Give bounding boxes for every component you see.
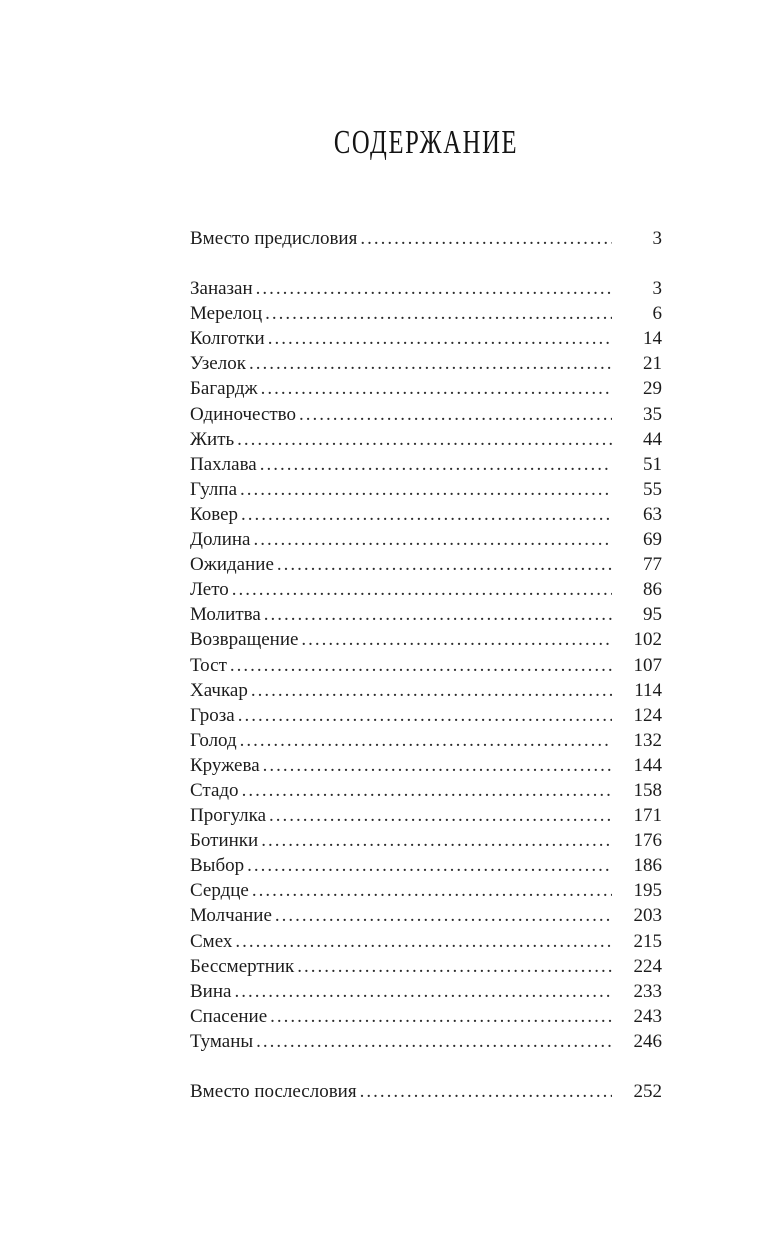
toc-entry-title: Заназан (190, 278, 253, 300)
toc-entry-page: 69 (643, 529, 662, 551)
toc-entry-title: Гулпа (190, 478, 238, 500)
toc-entry (190, 954, 662, 979)
toc-entry (190, 226, 662, 251)
toc-entry (190, 502, 662, 527)
toc-entry (190, 527, 662, 552)
toc-entry (190, 753, 662, 778)
toc-entry-title: Молчание (190, 905, 272, 927)
dot-leader (299, 402, 612, 427)
toc-entry (190, 301, 662, 326)
toc-entry-title: Стадо (190, 779, 239, 801)
toc-entry (190, 577, 662, 602)
toc-entry (190, 803, 662, 828)
dot-leader (256, 276, 612, 301)
dot-leader (265, 301, 612, 326)
toc-entry (190, 929, 662, 954)
toc-entry-page: 243 (633, 1005, 662, 1027)
toc-entry-page: 102 (633, 629, 662, 651)
toc-entry-page: 195 (633, 880, 662, 902)
toc-entry-title: Колготки (190, 328, 265, 350)
toc-entry (190, 903, 662, 928)
toc-entry-page: 203 (633, 905, 662, 927)
dot-leader (261, 376, 612, 401)
toc-entry-title: Багардж (190, 378, 258, 400)
toc-entry-page: 55 (643, 478, 662, 500)
dot-leader (261, 828, 612, 853)
toc-entry-title: Вместо послесловия (190, 1081, 357, 1102)
dot-leader (269, 803, 612, 828)
toc-entry (190, 602, 662, 627)
toc-entry-title: Гроза (190, 704, 235, 726)
dot-leader (251, 678, 612, 703)
dot-leader (301, 627, 612, 652)
toc-entry (190, 778, 662, 803)
dot-leader (230, 653, 612, 678)
toc-entry-page: 246 (633, 1030, 662, 1052)
toc-entry-title: Ботинки (190, 830, 259, 852)
toc-entry-page: 215 (633, 930, 662, 952)
dot-leader (270, 1004, 612, 1029)
toc-entry (190, 703, 662, 728)
toc-entry-page: 124 (633, 704, 662, 726)
toc-entry (190, 627, 662, 652)
toc-entry-page: 14 (643, 328, 662, 350)
dot-leader (260, 452, 612, 477)
toc-entry-page: 95 (643, 604, 662, 626)
toc-entry-page: 144 (633, 754, 662, 776)
toc-entry (190, 552, 662, 577)
toc-entry-page: 44 (643, 428, 662, 450)
toc-entry (190, 427, 662, 452)
toc-entry-title: Голод (190, 729, 237, 751)
toc-entry-page: 51 (643, 453, 662, 475)
toc-entry (190, 276, 662, 301)
toc-entry (190, 326, 662, 351)
dot-leader (277, 552, 612, 577)
toc-entry (190, 878, 662, 903)
dot-leader (360, 226, 612, 251)
toc-entry-title: Бессмертник (190, 955, 295, 977)
dot-leader (240, 477, 612, 502)
dot-leader (252, 878, 612, 903)
toc-entry-page: 35 (643, 403, 662, 425)
toc-entry (190, 376, 662, 401)
dot-leader (238, 703, 612, 728)
toc-entry-title: Молитва (190, 604, 261, 626)
dot-leader (234, 979, 612, 1004)
toc-entry-page: 3 (652, 278, 662, 300)
toc-entry-title: Ковер (190, 503, 239, 525)
toc-section (190, 226, 662, 251)
toc-entry-page: 77 (643, 554, 662, 576)
toc-entry-title: Возвращение (190, 629, 299, 651)
dot-leader (240, 728, 612, 753)
toc-entry-title: Выбор (190, 855, 245, 877)
toc-entry (190, 728, 662, 753)
toc-entry (190, 452, 662, 477)
toc-entry-title: Долина (190, 529, 251, 551)
contents-page (190, 0, 662, 1104)
toc-entry (190, 402, 662, 427)
toc-entry (190, 477, 662, 502)
toc-entry (190, 678, 662, 703)
toc-list (190, 226, 662, 1104)
toc-entry (190, 1079, 662, 1104)
toc-entry-title: Жить (190, 428, 235, 450)
dot-leader (360, 1079, 612, 1104)
toc-entry-title: Сердце (190, 880, 249, 902)
toc-entry-page: 132 (633, 729, 662, 751)
toc-entry-page: 21 (643, 353, 662, 375)
toc-entry-page: 171 (633, 805, 662, 827)
toc-entry-title: Кружева (190, 754, 260, 776)
dot-leader (235, 929, 612, 954)
toc-entry-page: 3 (652, 228, 662, 249)
toc-entry-page: 224 (633, 955, 662, 977)
dot-leader (268, 326, 612, 351)
toc-entry-page: 6 (652, 303, 662, 325)
toc-entry (190, 979, 662, 1004)
toc-entry-page: 63 (643, 503, 662, 525)
toc-entry-title: Прогулка (190, 805, 267, 827)
toc-entry-title: Смех (190, 930, 233, 952)
toc-entry (190, 853, 662, 878)
dot-leader (253, 527, 612, 552)
toc-entry-page: 107 (633, 654, 662, 676)
dot-leader (275, 903, 612, 928)
toc-entry-title: Лето (190, 579, 229, 601)
dot-leader (247, 853, 612, 878)
toc-entry-title: Вместо предисловия (190, 228, 358, 249)
toc-entry-title: Пахлава (190, 453, 257, 475)
dot-leader (232, 577, 612, 602)
toc-entry-title: Одиночество (190, 403, 297, 425)
toc-entry (190, 351, 662, 376)
toc-entry-page: 86 (643, 579, 662, 601)
toc-entry-title: Тост (190, 654, 227, 676)
dot-leader (249, 351, 612, 376)
toc-entry-page: 176 (633, 830, 662, 852)
toc-entry-title: Ожидание (190, 554, 274, 576)
toc-entry-title: Узелок (190, 353, 246, 375)
toc-entry-page: 186 (633, 855, 662, 877)
toc-section (190, 276, 662, 1054)
dot-leader (256, 1029, 612, 1054)
dot-leader (242, 778, 612, 803)
toc-entry (190, 828, 662, 853)
dot-leader (297, 954, 612, 979)
toc-entry-title: Мерелоц (190, 303, 263, 325)
toc-entry-title: Спасение (190, 1005, 268, 1027)
toc-entry (190, 1004, 662, 1029)
toc-entry (190, 653, 662, 678)
dot-leader (241, 502, 612, 527)
dot-leader (237, 427, 612, 452)
toc-entry-page: 252 (633, 1081, 662, 1102)
toc-entry-page: 29 (643, 378, 662, 400)
toc-entry-page: 158 (633, 779, 662, 801)
toc-entry-title: Вина (190, 980, 232, 1002)
dot-leader (263, 753, 612, 778)
toc-entry-title: Туманы (190, 1030, 254, 1052)
dot-leader (264, 602, 612, 627)
toc-entry-page: 114 (634, 679, 662, 701)
toc-entry-title: Хачкар (190, 679, 248, 701)
toc-entry-page: 233 (633, 980, 662, 1002)
toc-entry (190, 1029, 662, 1054)
toc-section (190, 1079, 662, 1104)
page-title: СОДЕРЖАНИЕ (333, 123, 519, 161)
